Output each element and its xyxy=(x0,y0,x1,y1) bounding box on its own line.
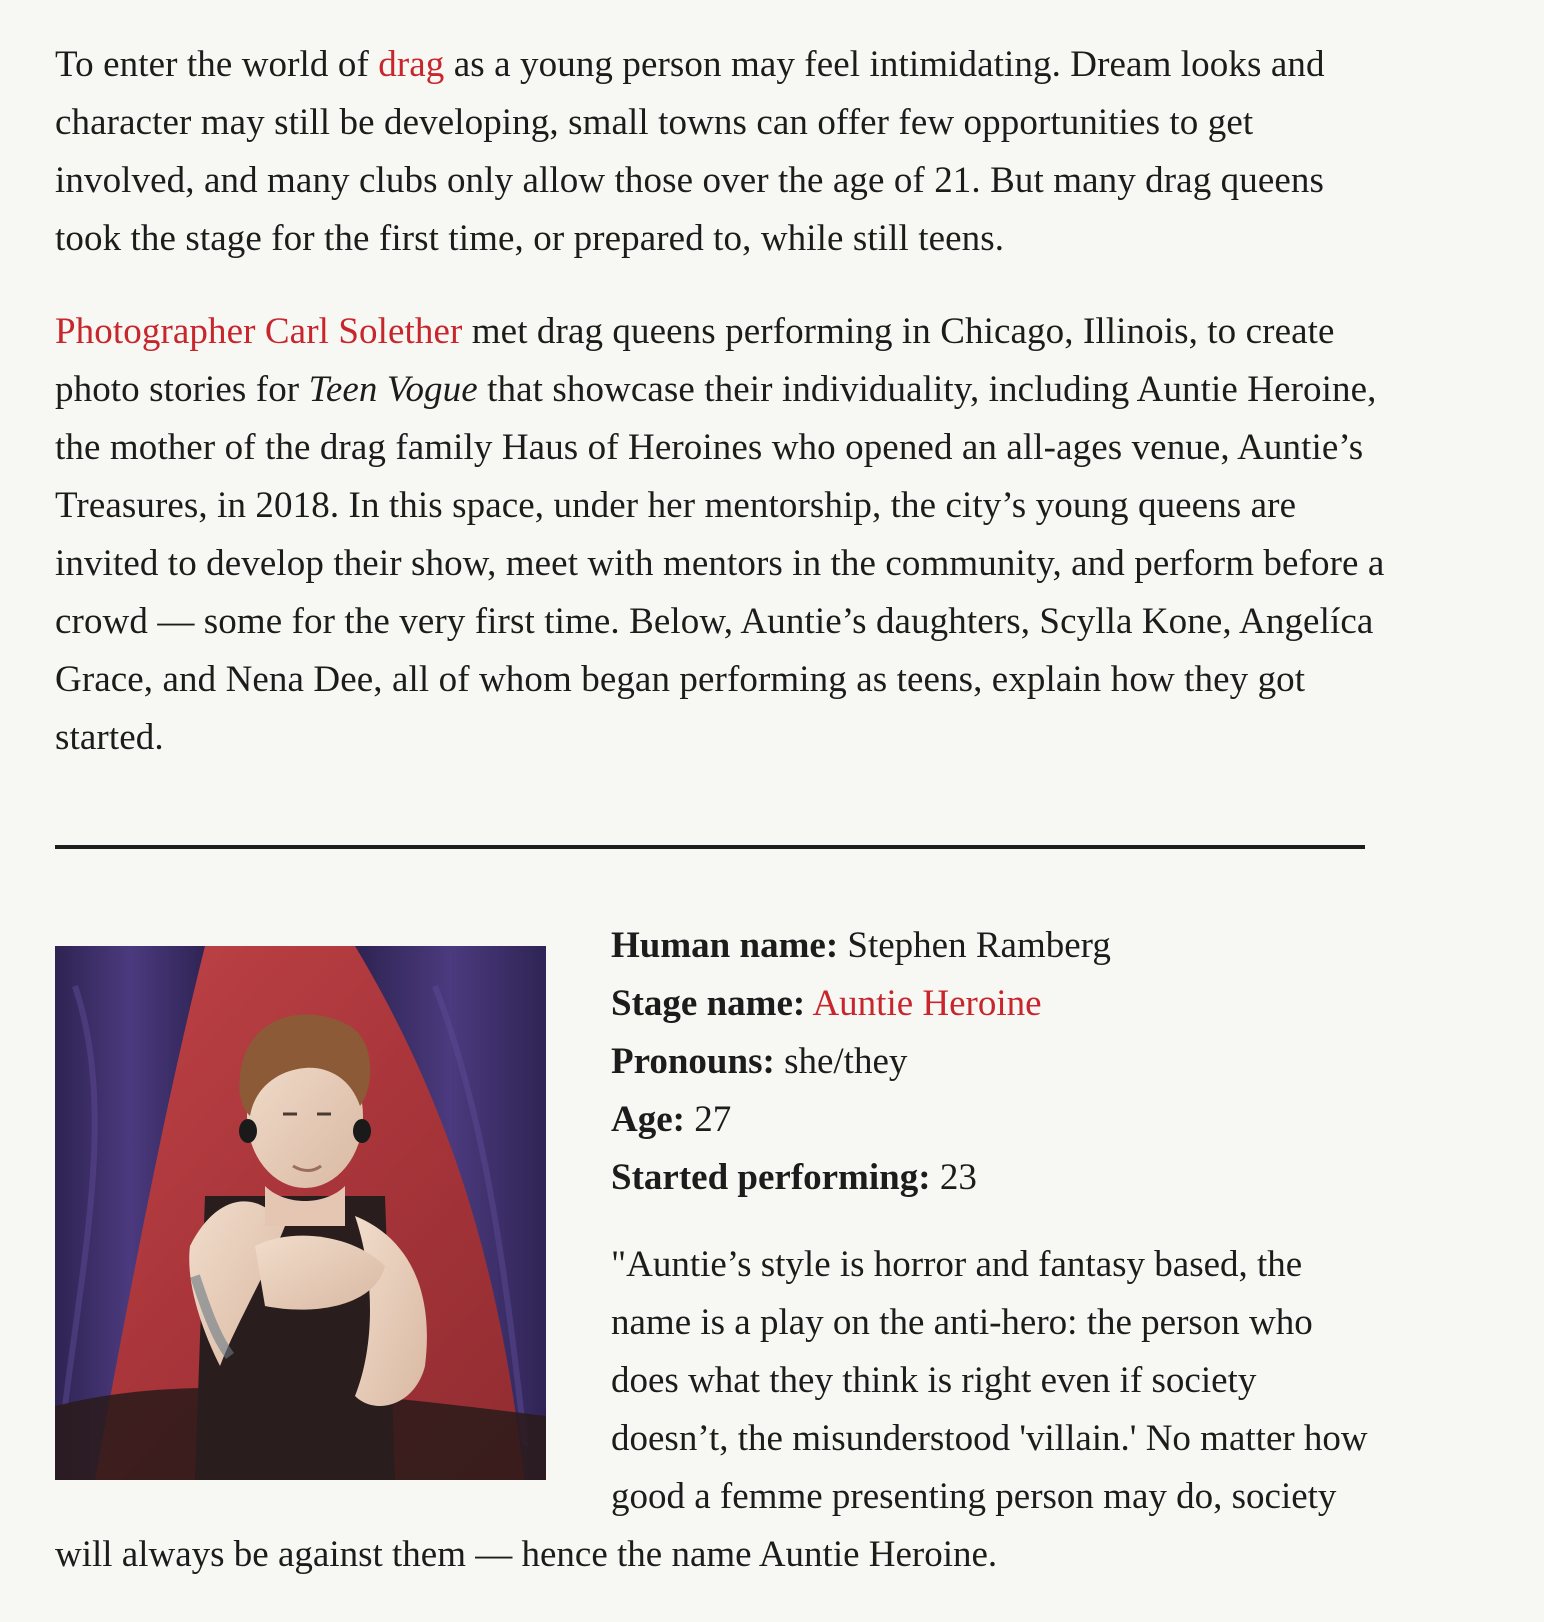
intro-text: To enter the world of xyxy=(55,44,379,85)
intro-text: met drag queens performing in Chicago, Illinois, to create photo stories for xyxy=(55,311,1335,410)
age-label: Age: xyxy=(611,1099,685,1140)
section-divider xyxy=(55,845,1365,849)
intro-text: that showcase their individuality, including Auntie Heroine, the mother of the drag family Haus of Heroines who opened an all-ages venue, Auntie’s Treasures, in 2018. In this space, under her mentorship, the city’s young queens are invited to develop their show, meet with mentors in the community, and perform before a crowd — some for the very first time. Below, Auntie’s daughters, Scylla Kone, Angelíca Grace, and Nena Dee, all of whom began performing as teens, explain how they got started. xyxy=(55,369,1385,758)
stage-name-label: Stage name: xyxy=(611,983,806,1024)
human-name-value: Stephen Ramberg xyxy=(847,925,1111,966)
pronouns-label: Pronouns: xyxy=(611,1041,775,1082)
intro-paragraph-1 xyxy=(55,36,1385,268)
intro-paragraph-2 xyxy=(55,303,1385,767)
profile-section xyxy=(55,917,1375,1584)
started-performing-label: Started performing: xyxy=(611,1157,931,1198)
human-name-label: Human name: xyxy=(611,925,839,966)
age-value: 27 xyxy=(694,1099,732,1140)
started-performing-value: 23 xyxy=(939,1157,977,1198)
publication-name: Teen Vogue xyxy=(308,369,478,410)
stage-name-link[interactable]: Auntie Heroine xyxy=(812,983,1042,1024)
pronouns-value: she/they xyxy=(784,1041,908,1082)
portrait-photo xyxy=(55,946,546,1480)
drag-link[interactable]: drag xyxy=(378,44,445,85)
portrait-illustration xyxy=(55,946,546,1480)
profile-quote: "Auntie’s style is horror and fantasy based, the name is a play on the anti-hero: the person who does what they think is right even if society doesn’t, the misunderstood 'villain.' No matter how good a femme presenting person may do, society will always be against them — hence the name Auntie Heroine. xyxy=(55,1244,1368,1575)
photographer-link[interactable]: Photographer Carl Solether xyxy=(55,311,463,352)
intro-text: as a young person may feel intimidating. Dream looks and character may still be developing, small towns can offer few opportunities to get involved, and many clubs only allow those over the age of 21. But many drag queens took the stage for the first time, or prepared to, while still teens. xyxy=(55,44,1325,259)
